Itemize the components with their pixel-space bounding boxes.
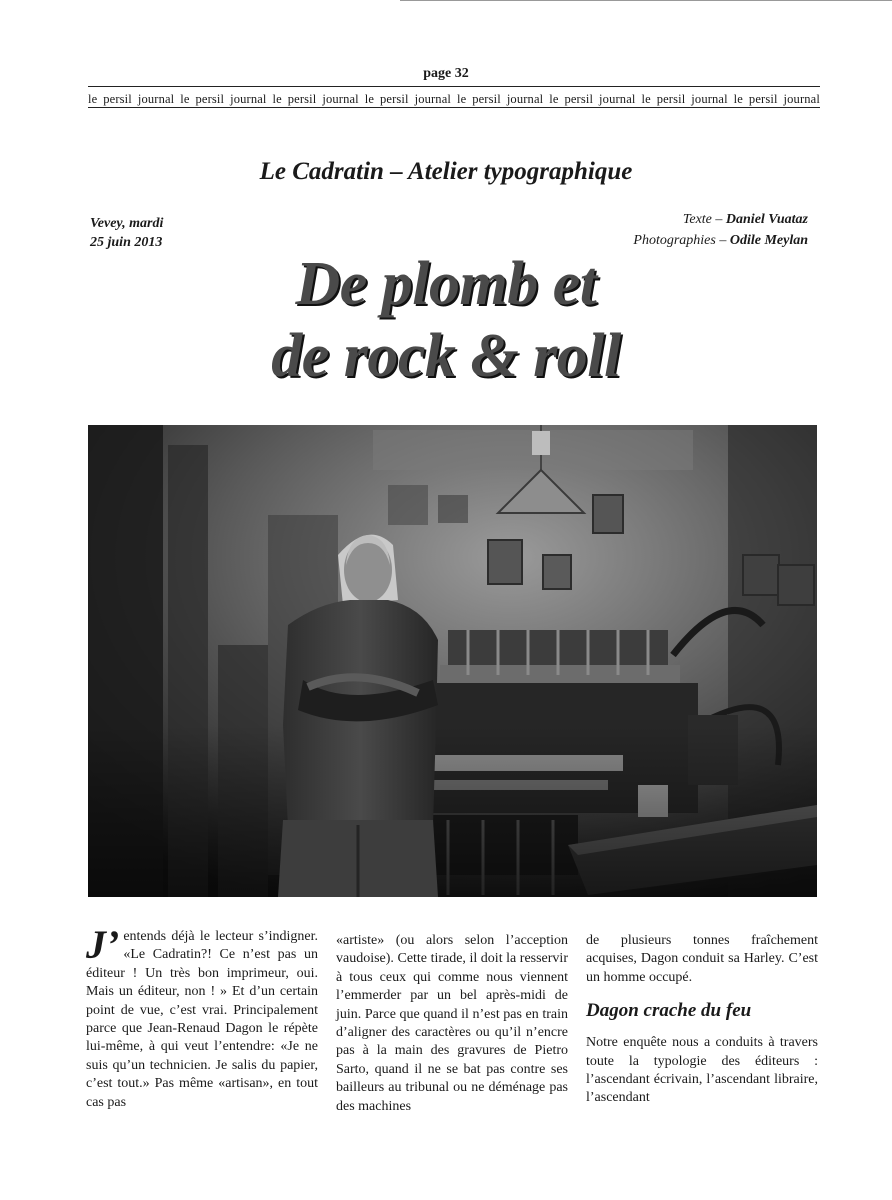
dateline bbox=[90, 214, 163, 252]
text-credit bbox=[633, 209, 808, 230]
credits bbox=[633, 209, 808, 251]
article-column-3 bbox=[586, 932, 818, 1108]
drop-cap: J’ bbox=[86, 922, 120, 967]
scan-edge-line bbox=[400, 0, 892, 1]
column-2-text: «artiste» (ou alors selon l’acception vaudoise). Cette tirade, il doit la resservir à tous ceux qui comme nous viennent l’emmerder par un bel après-midi de juin. Parce que quand il n’est pas en train d’aligner des caractères ou qu’il n’encre pas à la main des gravures de Pietro Sarto, quand il ne se bat pas contre ses bailleurs au tribunal ou ne déménage pas des machines bbox=[336, 933, 568, 1114]
header-rule-top bbox=[88, 86, 820, 87]
section-title: Le Cadratin – Atelier typographique bbox=[259, 158, 633, 185]
headline bbox=[0, 248, 892, 392]
running-header: le persil journal le persil journal le persil journal le persil journal le persil journal le persil journal le persil journal le persil journal bbox=[88, 92, 820, 106]
article-column-1 bbox=[86, 922, 318, 1112]
column-3-paragraph-2: Notre enquête nous a conduits à travers toute la typologie des éditeurs : l’ascendant écrivain, l’ascendant libraire, l’ascendant bbox=[586, 1035, 818, 1106]
article-subheading: Dagon crache du feu bbox=[586, 1000, 752, 1022]
column-1-text: entends déjà le lecteur s’indigner. «Le Cadratin?! Ce n’est pas un éditeur ! Un très bon imprimeur, oui. Mais un éditeur, non ! » Et d’un certain point de vue, c’est vrai. Principalement parce que Jean-Renaud Dagon le répète lui-même, à qui veut l’entendre: «Je ne suis qu’un technicien. Je salis du papier, c’est tout.» Pas même «artisan», en tout cas pas bbox=[86, 929, 318, 1110]
photo-credit-label: Photographies – bbox=[633, 233, 730, 248]
article-column-2 bbox=[336, 932, 568, 1116]
text-credit-label: Texte – bbox=[682, 212, 726, 227]
header-rule-bottom bbox=[88, 107, 820, 108]
page-number: page 32 bbox=[423, 66, 469, 81]
text-credit-author: Daniel Vuataz bbox=[725, 212, 808, 227]
dateline-place-day: Vevey, mardi bbox=[90, 216, 164, 231]
photo-credit-author: Odile Meylan bbox=[729, 233, 808, 248]
article-body bbox=[86, 922, 820, 1114]
dateline-date: 25 juin 2013 bbox=[90, 235, 163, 250]
column-3-paragraph-1: de plusieurs tonnes fraîchement acquises, Dagon conduit sa Harley. C’est un homme occupé. bbox=[586, 933, 818, 985]
headline-line-2: de rock & roll bbox=[271, 322, 621, 390]
headline-line-1: De plomb et bbox=[295, 250, 597, 318]
article-photo bbox=[88, 425, 817, 897]
